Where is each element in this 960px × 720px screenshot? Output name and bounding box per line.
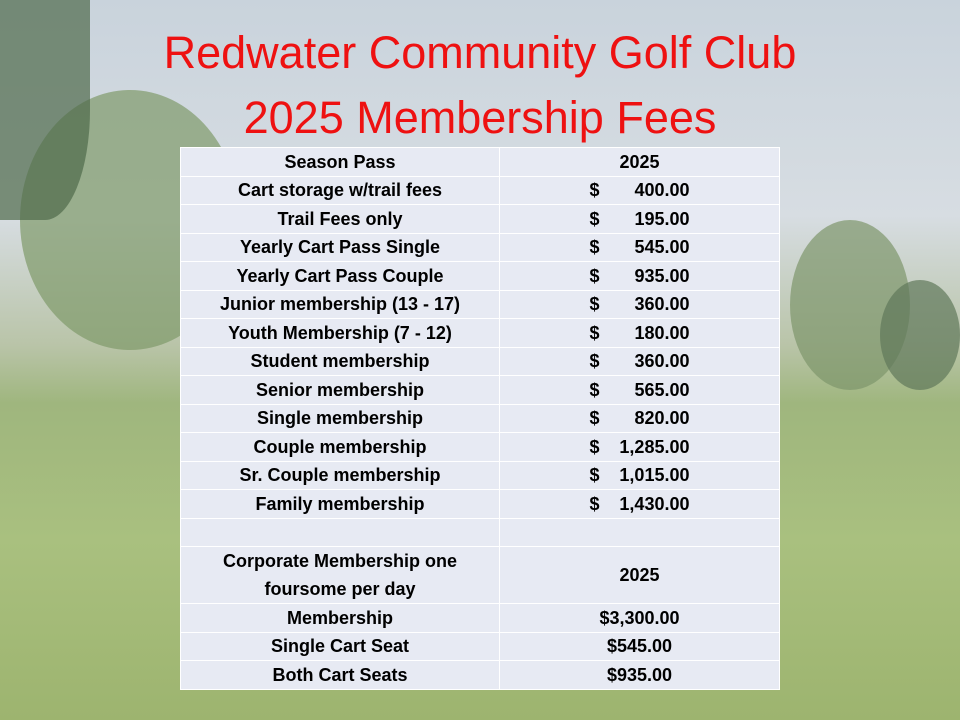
table-row xyxy=(181,490,780,519)
fee-amount: 1,285.00 xyxy=(619,436,690,457)
fee-label: Sr. Couple membership xyxy=(181,461,500,490)
background-tree xyxy=(880,280,960,390)
fee-amount: 935.00 xyxy=(634,265,690,286)
currency-symbol: $ xyxy=(589,208,600,229)
currency-symbol: $ xyxy=(589,465,600,486)
money-value xyxy=(590,322,690,344)
fee-value xyxy=(500,205,780,234)
fee-label: Trail Fees only xyxy=(181,205,500,234)
header-cell: 2025 xyxy=(500,148,780,177)
fee-value xyxy=(500,319,780,348)
fee-amount: 565.00 xyxy=(634,379,690,400)
fee-amount: 545.00 xyxy=(634,237,690,258)
currency-symbol: $ xyxy=(589,379,600,400)
currency-symbol: $ xyxy=(589,351,600,372)
fee-amount: 1,015.00 xyxy=(619,465,690,486)
fee-label: Youth Membership (7 - 12) xyxy=(181,319,500,348)
table-header-row xyxy=(181,148,780,177)
fee-amount: 820.00 xyxy=(634,408,690,429)
table-row xyxy=(181,319,780,348)
money-value xyxy=(590,436,690,458)
table-row xyxy=(181,376,780,405)
fee-value xyxy=(500,262,780,291)
currency-symbol: $ xyxy=(589,265,600,286)
table-row xyxy=(181,347,780,376)
fee-value xyxy=(500,347,780,376)
corporate-header-row xyxy=(181,547,780,604)
table-row xyxy=(181,433,780,462)
fee-label: Student membership xyxy=(181,347,500,376)
fee-label: Yearly Cart Pass Couple xyxy=(181,262,500,291)
money-value xyxy=(590,407,690,429)
table-row xyxy=(181,205,780,234)
money-value xyxy=(590,208,690,230)
currency-symbol: $ xyxy=(589,436,600,457)
money-value xyxy=(590,236,690,258)
currency-symbol: $ xyxy=(589,237,600,258)
fee-amount: 180.00 xyxy=(634,322,690,343)
fee-value xyxy=(500,433,780,462)
table-row xyxy=(181,233,780,262)
fees-table xyxy=(180,147,780,690)
table-row xyxy=(181,290,780,319)
fee-value xyxy=(500,404,780,433)
fee-amount: 360.00 xyxy=(634,294,690,315)
blank-cell xyxy=(500,518,780,547)
fee-label: Membership xyxy=(181,604,500,633)
header-cell: Season Pass xyxy=(181,148,500,177)
fee-label: Both Cart Seats xyxy=(181,661,500,690)
money-value xyxy=(590,464,690,486)
table-row xyxy=(181,404,780,433)
page-title-line1: Redwater Community Golf Club xyxy=(163,27,797,78)
page-title-line2: 2025 Membership Fees xyxy=(243,92,717,143)
fee-amount: 400.00 xyxy=(634,180,690,201)
fee-value xyxy=(500,233,780,262)
fee-value xyxy=(500,290,780,319)
fee-value: $545.00 xyxy=(500,632,780,661)
table-row xyxy=(181,176,780,205)
table-row xyxy=(181,661,780,690)
money-value xyxy=(590,293,690,315)
fee-amount: 360.00 xyxy=(634,351,690,372)
fee-value: $3,300.00 xyxy=(500,604,780,633)
fee-label: Yearly Cart Pass Single xyxy=(181,233,500,262)
currency-symbol: $ xyxy=(589,294,600,315)
header-cell: 2025 xyxy=(500,547,780,604)
table-row xyxy=(181,604,780,633)
currency-symbol: $ xyxy=(589,493,600,514)
currency-symbol: $ xyxy=(589,322,600,343)
fee-value xyxy=(500,176,780,205)
money-value xyxy=(590,379,690,401)
money-value xyxy=(590,350,690,372)
fee-amount: 1,430.00 xyxy=(619,493,690,514)
header-cell: Corporate Membership one foursome per day xyxy=(181,547,500,604)
fee-label: Junior membership (13 - 17) xyxy=(181,290,500,319)
fee-label: Single membership xyxy=(181,404,500,433)
fee-label: Cart storage w/trail fees xyxy=(181,176,500,205)
fee-value xyxy=(500,376,780,405)
table-row xyxy=(181,632,780,661)
fee-label: Family membership xyxy=(181,490,500,519)
table-row xyxy=(181,461,780,490)
currency-symbol: $ xyxy=(589,180,600,201)
money-value xyxy=(590,179,690,201)
fee-label: Single Cart Seat xyxy=(181,632,500,661)
blank-cell xyxy=(181,518,500,547)
table-row xyxy=(181,262,780,291)
fee-value xyxy=(500,490,780,519)
fee-value xyxy=(500,461,780,490)
money-value xyxy=(590,493,690,515)
fee-label: Senior membership xyxy=(181,376,500,405)
money-value xyxy=(590,265,690,287)
blank-row xyxy=(181,518,780,547)
fee-amount: 195.00 xyxy=(634,208,690,229)
fee-value: $935.00 xyxy=(500,661,780,690)
fee-label: Couple membership xyxy=(181,433,500,462)
currency-symbol: $ xyxy=(589,408,600,429)
